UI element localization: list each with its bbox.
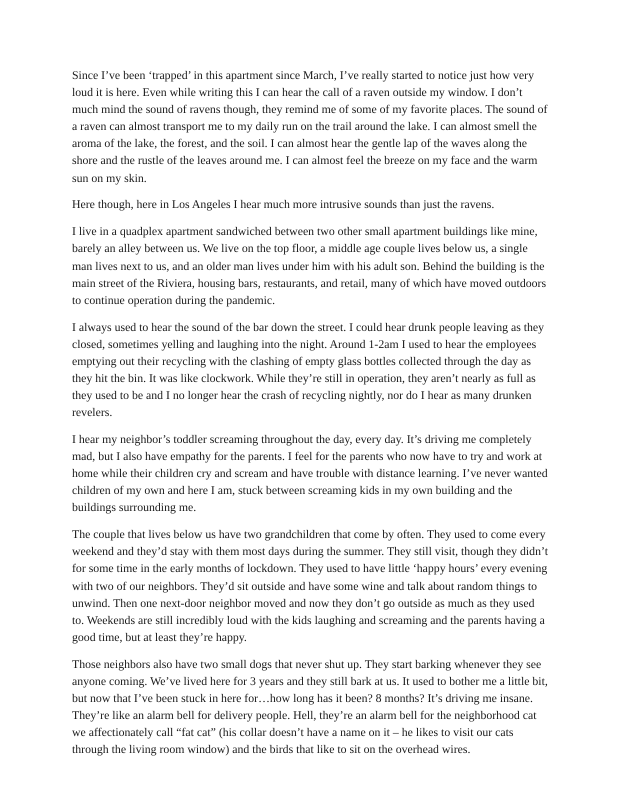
paragraph-6: The couple that lives below us have two grandchildren that come by often. They used to come every weekend and they’d stay with them most days during the summer. They still visit, though they didn’t for some time in the early months of lockdown. They used to have little ‘happy hours’ every evening with two of our neighbors. They’d sit outside and have some wine and talk about random things to unwind. Then one next-door neighbor moved and now they don’t go outside as much as they used to. Weekends are still incredibly loud with the kids laughing and screaming and the parents having a good time, but at least they’re happy. bbox=[72, 527, 548, 644]
paragraph-1: Since I’ve been ‘trapped’ in this apartment since March, I’ve really started to notice just how very loud it is here. Even while writing this I can hear the call of a raven outside my window. I don’t much mind the sound of ravens though, they remind me of some of my favorite places. The sound of a raven can almost transport me to my daily run on the trail around the lake. I can almost smell the aroma of the lake, the forest, and the soil. I can almost hear the gentle lap of the waves along the shore and the rustle of the leaves around me. I can almost feel the breeze on my face and the warm sun on my skin. bbox=[72, 68, 548, 185]
document-page bbox=[72, 67, 548, 768]
paragraph-5: I hear my neighbor’s toddler screaming throughout the day, every day. It’s driving me completely mad, but I also have empathy for the parents. I feel for the parents who now have to try and work at home while their children cry and scream and have trouble with distance learning. I’ve never wanted children of my own and here I am, stuck between screaming kids in my own building and the buildings surrounding me. bbox=[72, 431, 548, 515]
paragraph-3: I live in a quadplex apartment sandwiched between two other small apartment buildings like mine, barely an alley between us. We live on the top floor, a middle age couple lives below us, a single man lives next to us, and an older man lives under him with his adult son. Behind the building is the main street of the Riviera, housing bars, restaurants, and retail, many of which have moved outdoors to continue operation during the pandemic. bbox=[72, 224, 547, 307]
paragraph-4: I always used to hear the sound of the bar down the street. I could hear drunk people leaving as they closed, sometimes yelling and laughing into the night. Around 1-2am I used to hear the employees emptying out their recycling with the clashing of empty glass bottles collected through the day as they hit the bin. It was like clockwork. While they’re still in operation, they aren’t nearly as full as they used to be and I no longer hear the crash of recycling nightly, nor do I hear as many drunken revelers. bbox=[72, 319, 545, 420]
paragraph-7: Those neighbors also have two small dogs that never shut up. They start barking whenever they see anyone coming. We’ve lived here for 3 years and they still bark at us. It used to bother me a little bit, but now that I’ve been stuck in here for…how long has it been? 8 months? It’s driving me insane. They’re like an alarm bell for delivery people. Hell, they’re an alarm bell for the neighborhood cat we affectionately call “fat cat” (his collar doesn’t have a name on it – he likes to visit our cats through the living room window) and the birds that like to sit on the overhead wires. bbox=[72, 656, 548, 757]
paragraph-2: Here though, here in Los Angeles I hear much more intrusive sounds than just the ravens. bbox=[72, 197, 495, 212]
